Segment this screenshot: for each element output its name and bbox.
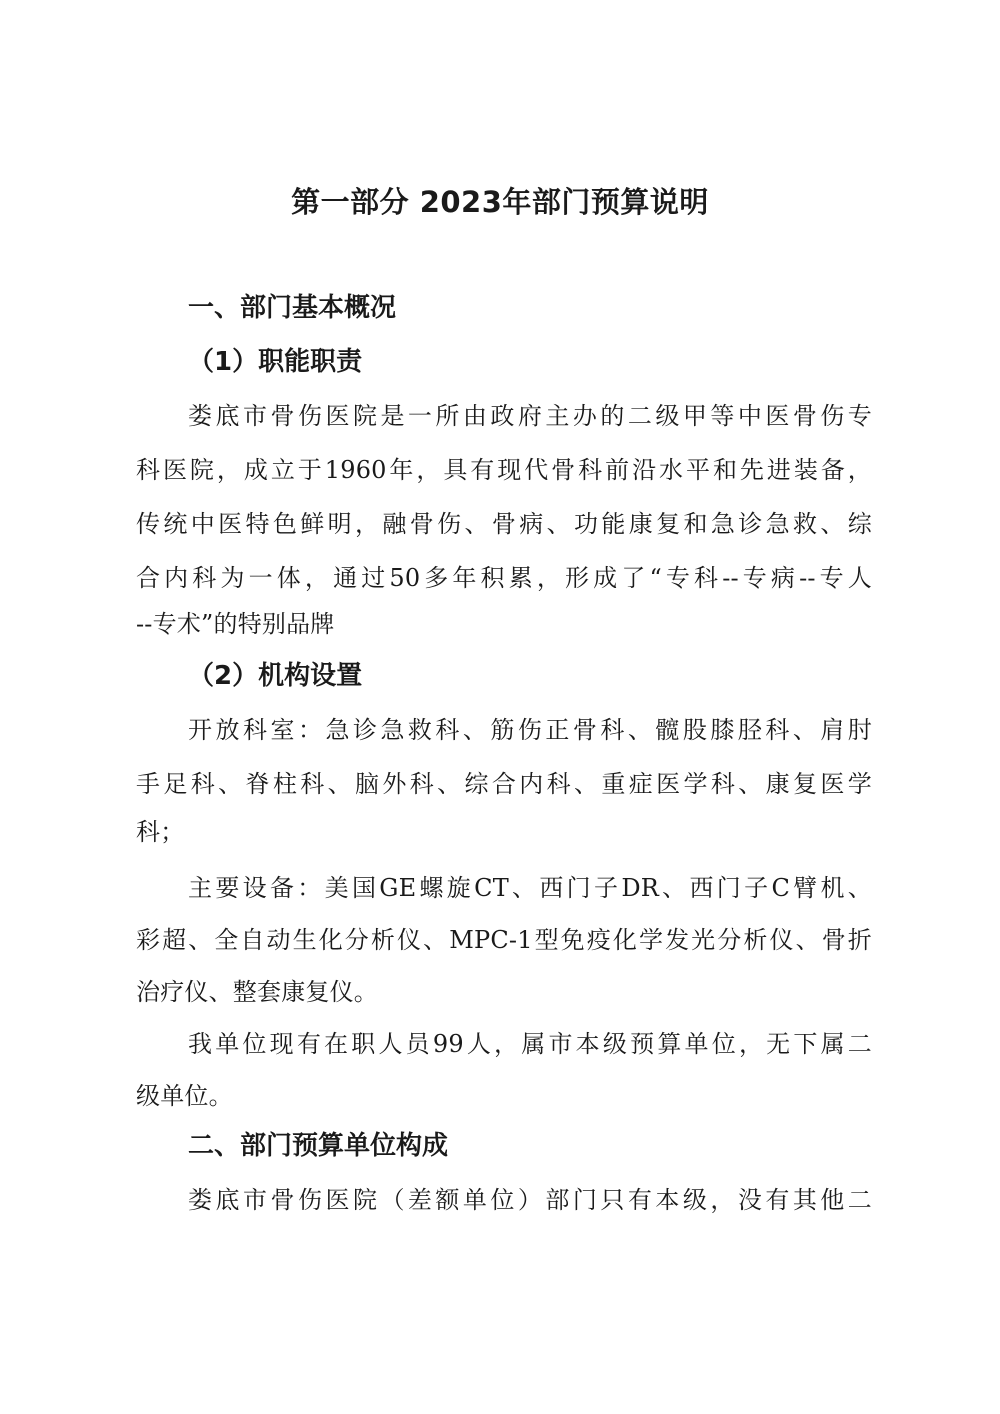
subsection-heading-duties: （1）职能职责 <box>188 347 363 377</box>
paragraph-line: 主要设备：美国GE螺旋CT、西门子DR、西门子C臂机、 <box>188 874 872 902</box>
paragraph-line: 娄底市骨伤医院是一所由政府主办的二级甲等中医骨伤专 <box>188 402 872 430</box>
paragraph-line: 合内科为一体，通过50多年积累，形成了“专科--专病--专人 <box>136 564 872 592</box>
page-title: 第一部分 2023年部门预算说明 <box>291 185 709 219</box>
paragraph-line: 手足科、脊柱科、脑外科、综合内科、重症医学科、康复医学 <box>136 770 872 798</box>
paragraph-line: --专术”的特别品牌 <box>136 610 335 638</box>
paragraph-line: 传统中医特色鲜明，融骨伤、骨病、功能康复和急诊急救、综 <box>136 510 872 538</box>
subsection-heading-organization: （2）机构设置 <box>188 661 363 691</box>
section-heading-budget-units: 二、部门预算单位构成 <box>188 1131 449 1161</box>
section-heading-basic-overview: 一、部门基本概况 <box>188 293 397 323</box>
paragraph-line: 级单位。 <box>136 1082 233 1110</box>
paragraph-line: 我单位现有在职人员99人，属市本级预算单位，无下属二 <box>188 1030 872 1058</box>
paragraph-line: 科； <box>136 818 185 846</box>
paragraph-line: 彩超、全自动生化分析仪、MPC-1型免疫化学发光分析仪、骨折 <box>136 926 872 954</box>
paragraph-line: 开放科室：急诊急救科、筋伤正骨科、髋股膝胫科、肩肘 <box>188 716 872 744</box>
paragraph-line: 科医院，成立于1960年，具有现代骨科前沿水平和先进装备， <box>136 456 872 484</box>
paragraph-line: 娄底市骨伤医院（差额单位）部门只有本级，没有其他二 <box>188 1186 872 1214</box>
paragraph-line: 治疗仪、整套康复仪。 <box>136 978 378 1006</box>
